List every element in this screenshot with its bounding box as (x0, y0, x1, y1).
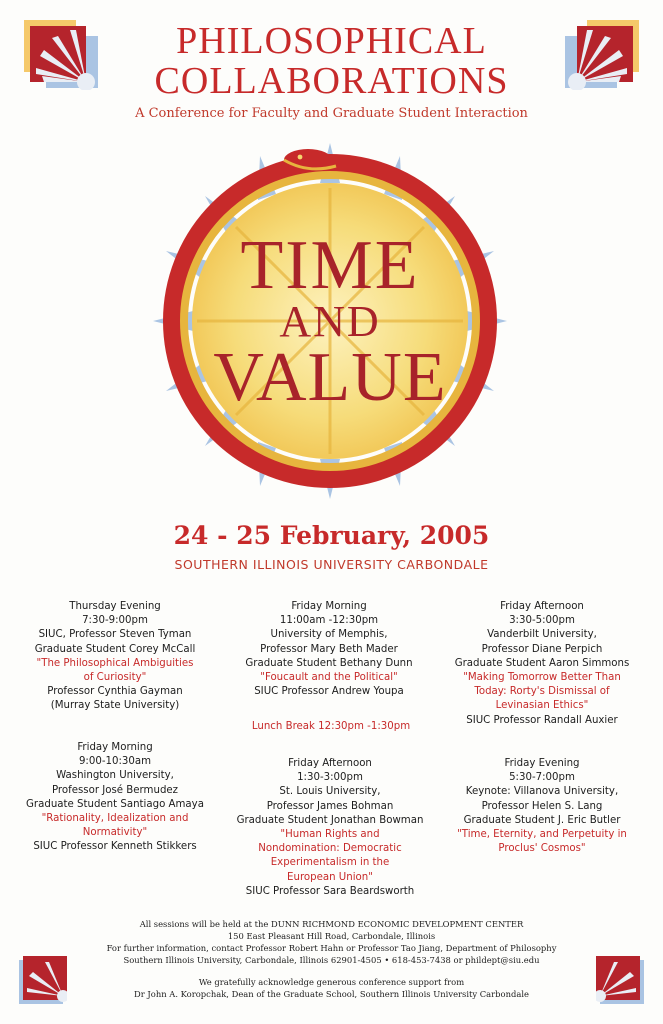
session-line: SIUC Professor Andrew Youpa (254, 686, 404, 698)
talk-title: "The Philosophical Ambiguities (36, 657, 194, 669)
session-friday-morning-1 (234, 600, 424, 699)
footer-line: Dr John A. Koropchak, Dean of the Graduate School, Southern Illinois University Carbondale (134, 989, 529, 999)
conference-venue: SOUTHERN ILLINOIS UNIVERSITY CARBONDALE (174, 557, 489, 572)
session-line: Graduate Student J. Eric Butler (463, 814, 621, 826)
session-friday-evening (442, 757, 642, 856)
footer-line: Southern Illinois University, Carbondale, Illinois 62901-4505 • 618-453-7438 or phildept@siu.edu (123, 955, 540, 965)
session-time: 5:30-7:00pm (509, 772, 575, 784)
talk-title: Levinasian Ethics" (495, 700, 589, 712)
talk-title: Experimentalism in the (270, 857, 390, 869)
sunburst-decoration-top-left (24, 16, 98, 90)
session-heading: Friday Evening (504, 758, 580, 769)
session-line: Professor James Bohman (266, 800, 394, 812)
session-time: 11:00am -12:30pm (279, 615, 379, 627)
sunburst-decoration-bottom-right (596, 956, 644, 1004)
footer-line: For further information, contact Professor Robert Hahn or Professor Tao Jiang, Department of Philosophy (106, 943, 557, 953)
session-heading: Friday Afternoon (288, 758, 372, 769)
talk-title: Proclus' Cosmos" (498, 843, 586, 855)
session-line: Graduate Student Bethany Dunn (245, 657, 413, 669)
session-line: (Murray State University) (50, 700, 180, 712)
footer-spacer (80, 966, 583, 976)
page-title-line-1: PHILOSOPHICAL (176, 20, 487, 62)
session-line: Professor Helen S. Lang (481, 800, 603, 812)
talk-title: "Human Rights and (280, 829, 380, 841)
session-heading: Friday Afternoon (500, 601, 584, 612)
session-friday-afternoon-2 (220, 757, 440, 899)
talk-title: Nondomination: Democratic (258, 843, 402, 855)
session-line: SIUC Professor Sara Beardsworth (245, 885, 415, 897)
session-heading: Friday Morning (291, 601, 367, 612)
session-time: 9:00-10:30am (78, 756, 152, 768)
sunburst-decoration-bottom-left (19, 956, 67, 1004)
session-line: Professor José Bermudez (51, 784, 179, 796)
session-friday-morning-2 (20, 741, 210, 855)
talk-title: of Curiosity" (83, 672, 147, 684)
session-line: Professor Diane Perpich (481, 643, 603, 655)
talk-title: Normativity" (82, 827, 148, 839)
emblem-word-and: AND (279, 297, 381, 346)
session-line: Vanderbilt University, (487, 629, 597, 641)
footer-line: All sessions will be held at the DUNN RICHMOND ECONOMIC DEVELOPMENT CENTER (139, 919, 524, 929)
talk-title: Today: Rorty's Dismissal of (474, 686, 610, 698)
session-line: Graduate Student Aaron Simmons (454, 657, 630, 669)
session-line: St. Louis University, (279, 786, 381, 798)
session-line: University of Memphis, (270, 629, 388, 641)
talk-title: "Rationality, Idealization and (41, 813, 189, 825)
session-time: 7:30-9:00pm (82, 615, 148, 627)
session-thursday-evening (20, 600, 210, 714)
page-subtitle: A Conference for Faculty and Graduate Student Interaction (135, 106, 528, 121)
footer-line: We gratefully acknowledge generous conference support from (198, 977, 465, 987)
session-line: Washington University, (56, 770, 174, 782)
session-line: Graduate Student Corey McCall (34, 643, 196, 655)
session-friday-afternoon-1 (442, 600, 642, 728)
sunburst-decoration-top-right (565, 16, 639, 90)
session-line: Professor Cynthia Gayman (47, 686, 183, 698)
session-line: SIUC Professor Randall Auxier (466, 714, 618, 726)
talk-title: European Union" (287, 871, 373, 883)
talk-title: "Foucault and the Political" (260, 672, 398, 684)
session-line: SIUC Professor Kenneth Stikkers (33, 841, 197, 853)
session-line: Professor Mary Beth Mader (260, 643, 398, 655)
session-line: Graduate Student Santiago Amaya (26, 798, 204, 810)
session-line: Graduate Student Jonathan Bowman (236, 814, 424, 826)
lunch-break: Lunch Break 12:30pm -1:30pm (251, 721, 411, 732)
page-title-line-2: COLLABORATIONS (154, 60, 509, 102)
session-heading: Thursday Evening (69, 601, 161, 612)
session-line: Keynote: Villanova University, (465, 786, 619, 798)
emblem-word-value: VALUE (213, 339, 447, 416)
talk-title: "Time, Eternity, and Perpetuity in (457, 829, 627, 841)
talk-title: "Making Tomorrow Better Than (463, 672, 621, 684)
ouroboros-sun-emblem (148, 138, 512, 504)
session-time: 3:30-5:00pm (509, 615, 575, 627)
session-heading: Friday Morning (77, 742, 153, 753)
conference-dates: 24 - 25 February, 2005 (173, 521, 490, 550)
footer-line: 150 East Pleasant Hill Road, Carbondale, Illinois (227, 931, 436, 941)
session-line: SIUC, Professor Steven Tyman (38, 629, 192, 641)
footer-info (80, 918, 583, 1000)
emblem-word-time: TIME (240, 227, 420, 304)
session-time: 1:30-3:00pm (297, 772, 363, 784)
